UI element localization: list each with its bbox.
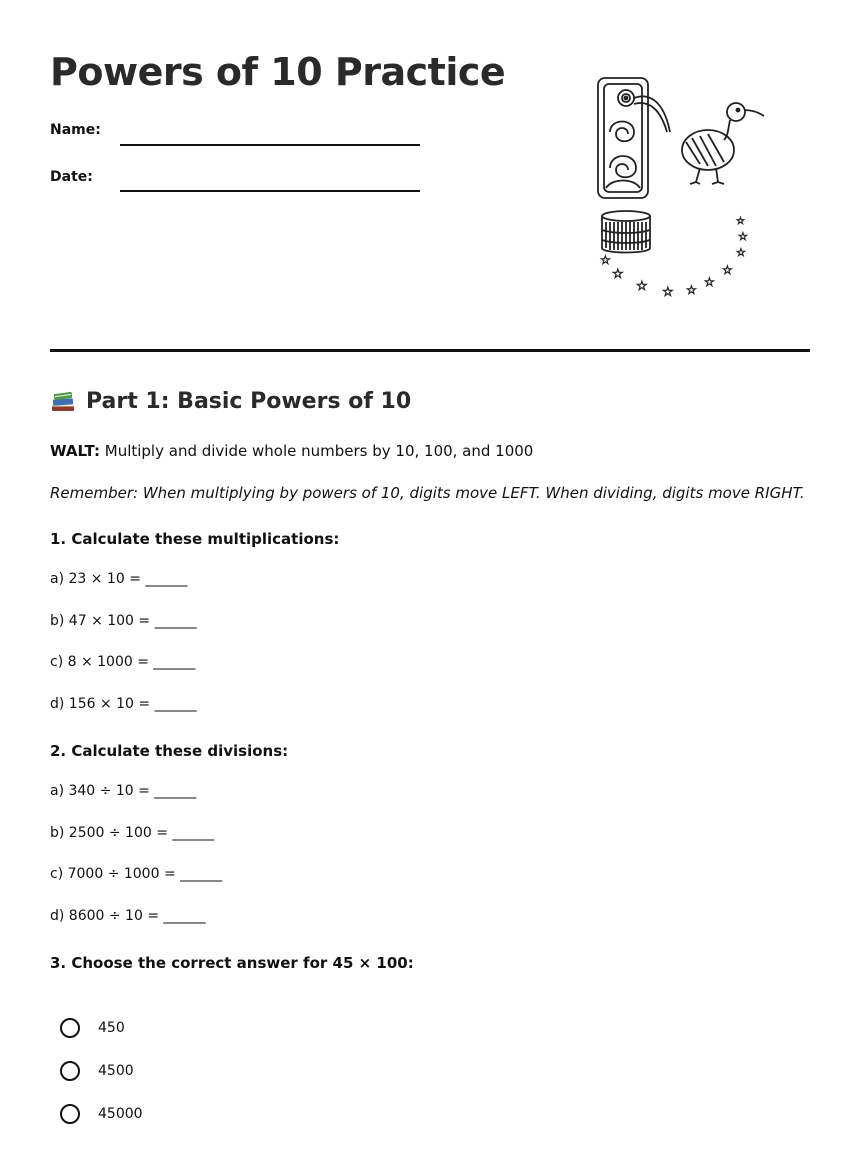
- books-icon: [50, 388, 76, 414]
- page-title: Powers of 10 Practice: [50, 50, 506, 94]
- question-3-heading: 3. Choose the correct answer for 45 × 100:: [50, 954, 414, 972]
- section-title: Part 1: Basic Powers of 10: [86, 388, 412, 414]
- question-2b[interactable]: b) 2500 ÷ 100 = ______: [50, 825, 215, 841]
- radio-button[interactable]: [60, 1061, 80, 1081]
- section-header: [50, 388, 411, 414]
- svg-text:☆: ☆: [722, 263, 733, 277]
- svg-text:☆: ☆: [686, 283, 697, 297]
- walt-text: Multiply and divide whole numbers by 10, 100, and 1000: [104, 442, 534, 460]
- svg-text:☆: ☆: [612, 267, 624, 282]
- option-4500[interactable]: [60, 1061, 134, 1081]
- emblem-illustration: [590, 72, 770, 312]
- question-2a[interactable]: a) 340 ÷ 10 = ______: [50, 783, 197, 799]
- option-label: 4500: [98, 1063, 134, 1079]
- question-1d[interactable]: d) 156 × 10 = ______: [50, 696, 197, 712]
- option-label: 45000: [98, 1106, 143, 1122]
- remember-note: Remember: When multiplying by powers of 10, digits move LEFT. When dividing, digits move RIGHT.: [50, 484, 805, 502]
- radio-button[interactable]: [60, 1018, 80, 1038]
- name-field[interactable]: [120, 144, 420, 146]
- question-1c[interactable]: c) 8 × 1000 = ______: [50, 654, 196, 670]
- svg-text:☆: ☆: [704, 275, 715, 289]
- option-450[interactable]: [60, 1018, 125, 1038]
- question-1-heading: 1. Calculate these multiplications:: [50, 530, 340, 548]
- date-label: Date:: [50, 169, 93, 185]
- date-field[interactable]: [120, 190, 420, 192]
- question-2c[interactable]: c) 7000 ÷ 1000 = ______: [50, 866, 223, 882]
- radio-button[interactable]: [60, 1104, 80, 1124]
- svg-text:☆: ☆: [736, 216, 745, 227]
- question-2d[interactable]: d) 8600 ÷ 10 = ______: [50, 908, 206, 924]
- name-label: Name:: [50, 122, 101, 138]
- question-1b[interactable]: b) 47 × 100 = ______: [50, 613, 197, 629]
- option-label: 450: [98, 1020, 125, 1036]
- svg-text:☆: ☆: [636, 279, 648, 294]
- question-1a[interactable]: a) 23 × 10 = ______: [50, 571, 188, 587]
- svg-text:☆: ☆: [738, 230, 748, 243]
- question-2-heading: 2. Calculate these divisions:: [50, 742, 289, 760]
- svg-text:☆: ☆: [600, 253, 611, 267]
- header-divider: [50, 349, 810, 352]
- svg-text:☆: ☆: [662, 285, 674, 300]
- walt-line: [50, 442, 533, 460]
- option-45000[interactable]: [60, 1104, 143, 1124]
- walt-label: WALT:: [50, 442, 100, 460]
- svg-text:☆: ☆: [736, 246, 746, 259]
